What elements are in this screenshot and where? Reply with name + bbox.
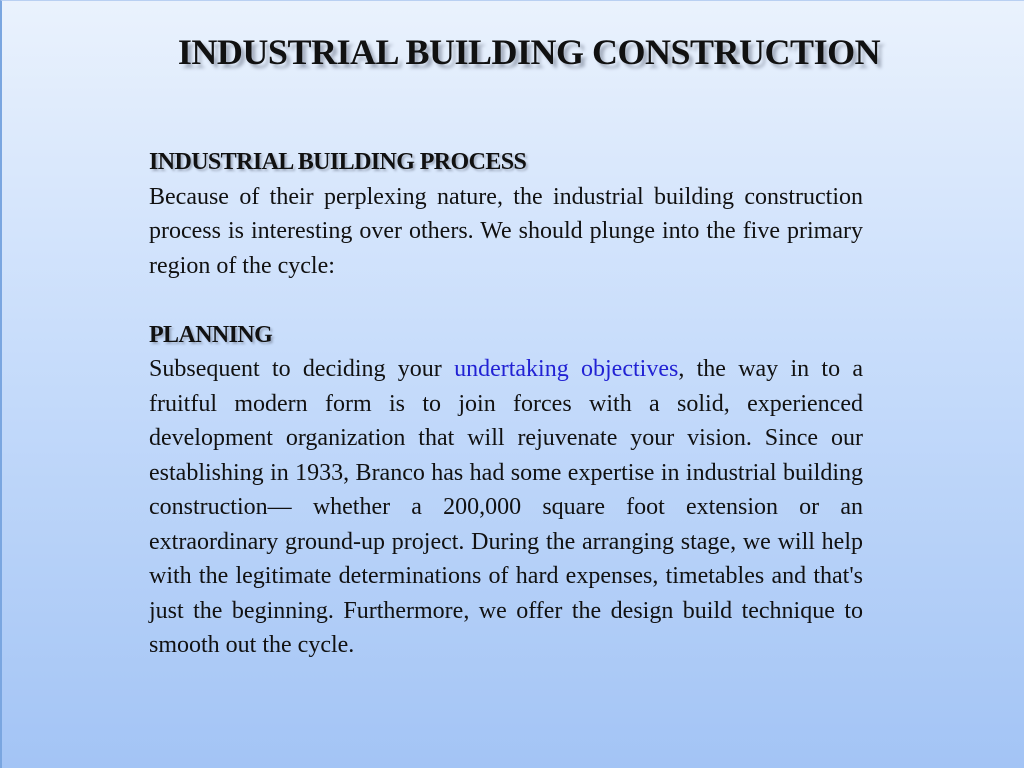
section-text-process: Because of their perplexing nature, the industrial building construction process is interesting over others. We should plunge into the five primary region of the cycle: bbox=[149, 183, 863, 279]
planning-text-rest: , the way in to a fruitful modern form is to join forces with a solid, experienced development organization that will rejuvenate your vision. Since our establishing in 1933, Branco has had some expertise in industrial building construction— whether a 200,000 square foot extension or an extraordinary ground-up project. During the arranging stage, we will help with the legitimate determinations of hard expenses, timetables and that's just the beginning. Furthermore, we offer the design build technique to smooth out the cycle. bbox=[149, 356, 864, 658]
slide-title: INDUSTRIAL BUILDING CONSTRUCTION bbox=[177, 32, 881, 72]
section-text-planning bbox=[149, 352, 863, 663]
paragraph-spacer bbox=[149, 283, 863, 318]
section-heading-process: INDUSTRIAL BUILDING PROCESS bbox=[149, 149, 527, 175]
section-heading-planning: PLANNING bbox=[149, 321, 273, 348]
planning-text-start: Subsequent to deciding your bbox=[149, 356, 455, 382]
undertaking-objectives-link[interactable]: undertaking objectives bbox=[454, 356, 679, 382]
slide-body bbox=[149, 145, 863, 663]
